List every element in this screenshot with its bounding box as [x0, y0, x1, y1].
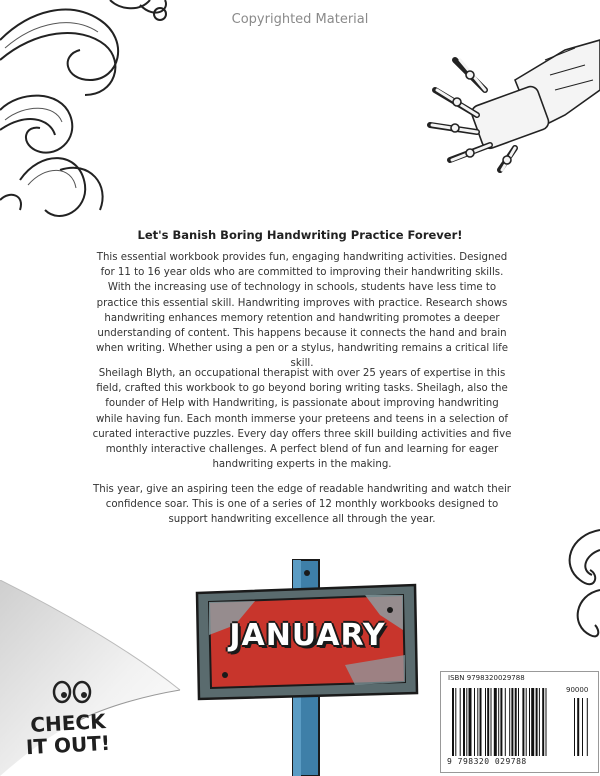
headline: Let's Banish Boring Handwriting Practice Forever!: [137, 228, 463, 242]
paragraph-author: Sheilagh Blyth, an occupational therapist with over 25 years of expertise in this field, crafted this workbook to go beyond boring writing tasks. Sheilagh, also the founder of Help with Handwriting, is passionate about improving handwriting while having fun. Each month immerse your preteens and teens in a selection of curated interactive puzzles. Every day offers three skill building activities and five monthly interactive challenges. A perfect blend of fun and learning for eager handwriting experts in the making.: [92, 368, 512, 471]
barcode-bar: [529, 688, 530, 756]
barcode-bar: [522, 688, 524, 756]
barcode-bar: [515, 688, 517, 756]
barcode-addon-bar: [582, 698, 583, 756]
barcode-icon: [450, 688, 592, 756]
barcode-bar: [460, 688, 461, 756]
barcode-bar: [463, 688, 465, 756]
barcode-bar: [531, 688, 534, 756]
sign-text: JANUARY: [229, 618, 386, 653]
barcode-bar: [509, 688, 510, 756]
barcode-bar: [546, 688, 547, 756]
barcode-bar: [474, 688, 475, 756]
barcode-bar: [452, 688, 454, 756]
barcode-bar: [466, 688, 467, 756]
barcode-bar: [526, 688, 527, 756]
january-sign: [195, 555, 420, 776]
price-code: 90000: [566, 686, 589, 694]
barcode-bar: [491, 688, 492, 756]
barcode-bar: [494, 688, 497, 756]
barcode-bar: [539, 688, 540, 756]
robotic-hand-icon: [415, 20, 600, 190]
barcode-bar: [480, 688, 482, 756]
barcode-addon-bar: [577, 698, 579, 756]
barcode-bar: [498, 688, 499, 756]
barcode-bar: [487, 688, 489, 756]
barcode-digits: 9 798320 029788: [447, 757, 527, 766]
barcode-bar: [511, 688, 513, 756]
watermark: Copyrighted Material: [231, 12, 369, 27]
barcode-bar: [505, 688, 506, 756]
check-it-out-line-1: CHECK: [29, 709, 107, 737]
isbn-label: ISBN 9798320029788: [448, 674, 525, 682]
barcode-addon-bar: [587, 698, 588, 756]
ornamental-swirl-icon: [0, 0, 170, 240]
barcode-bar: [542, 688, 544, 756]
barcode-bar: [518, 688, 519, 756]
barcode-bar: [469, 688, 472, 756]
paragraph-intro: This essential workbook provides fun, engaging handwriting activities. Designed for 11 to 16 year olds who are committed to improving their handwriting skills. With the increasing use of technology in schools, students have less time to practice this essential skill. Handwriting improves with practice. Research shows handwriting enhances memory retention and handwriting promotes a deeper understanding of content. This happens because it connects the hand and brain when writing. Whether using a pen or a stylus, handwriting remains a critical life skill.: [95, 252, 509, 370]
barcode-bar: [455, 688, 456, 756]
barcode-bar: [477, 688, 478, 756]
barcode-bar: [500, 688, 502, 756]
barcode-bar: [485, 688, 486, 756]
ornamental-swirl-icon: [540, 520, 600, 660]
barcode-addon-bar: [574, 698, 575, 756]
barcode-bar: [536, 688, 538, 756]
paragraph-series: This year, give an aspiring teen the edge of readable handwriting and watch their confidence soar. This is one of a series of 12 monthly workbooks designed to support handwriting excellence all through the year.: [93, 484, 511, 526]
check-it-out-line-2: IT OUT!: [25, 730, 111, 760]
